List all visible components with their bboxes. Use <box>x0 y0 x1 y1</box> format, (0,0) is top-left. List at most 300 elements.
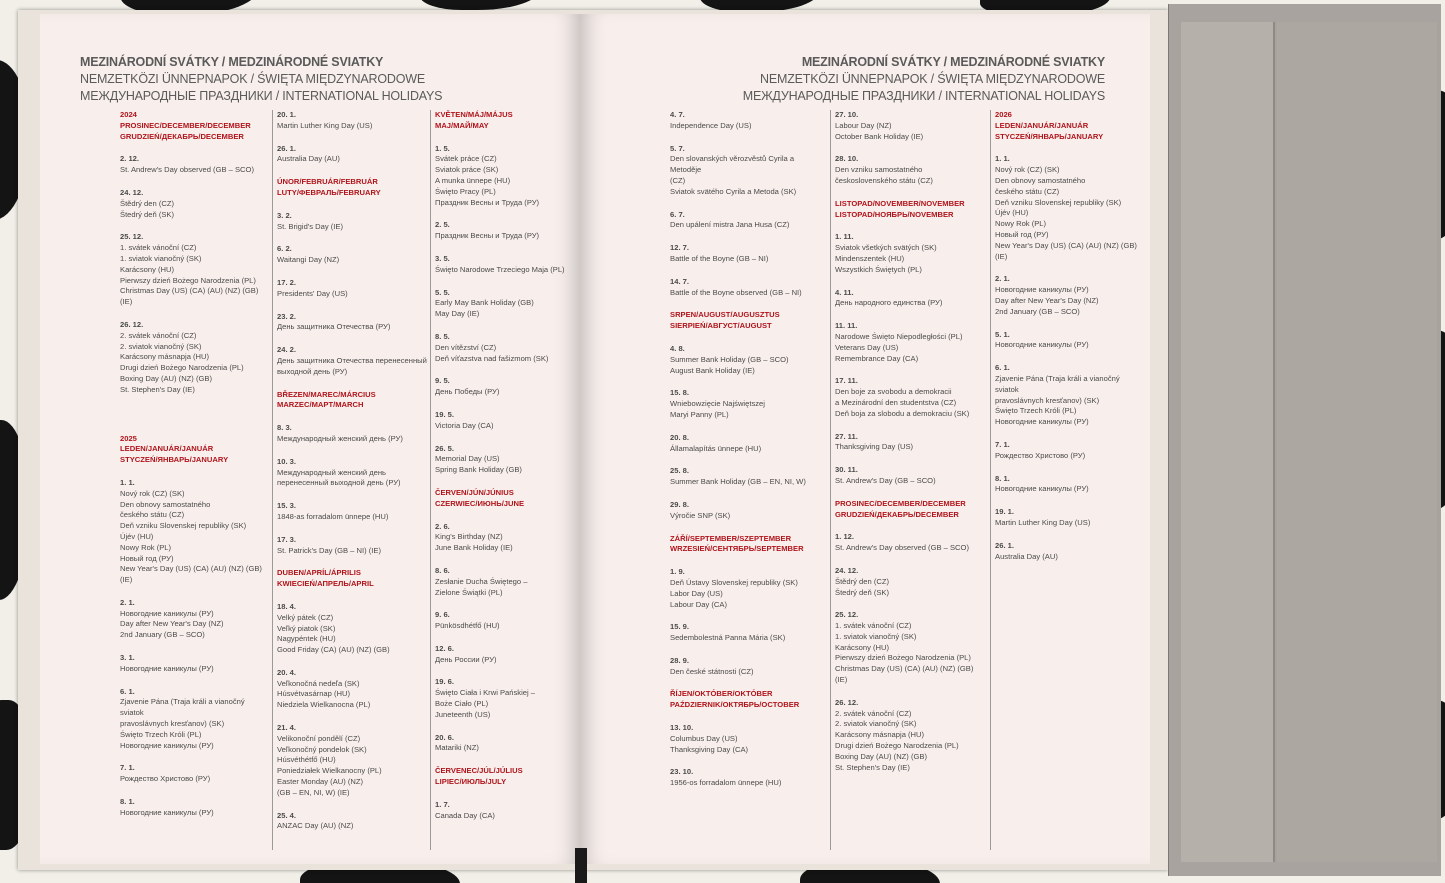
holiday-date: 12. 6. <box>435 643 454 653</box>
holiday-name: Nový rok (CZ) (SK) <box>120 488 185 498</box>
holiday-name: Święto Trzech Króli (PL) <box>995 406 1077 416</box>
holiday-date: 3. 1. <box>120 653 135 663</box>
holiday-column <box>272 110 427 850</box>
holiday-name: Matariki (NZ) <box>435 743 479 753</box>
month-header <box>670 689 820 711</box>
left-page <box>40 14 580 864</box>
holiday-entry <box>835 610 985 686</box>
holiday-date: 23. 2. <box>277 311 296 321</box>
holiday-name: Battle of the Boyne (GB – NI) <box>670 253 769 263</box>
holiday-name: Pünkösdhétfő (HU) <box>435 621 500 631</box>
holiday-date: 2. 1. <box>120 597 135 607</box>
holiday-entry <box>835 465 985 487</box>
month-header-line: LIPIEC/ИЮЛЬ/JULY <box>435 777 507 787</box>
month-header-line: STYCZEŃ/ЯНВАРЬ/JANUARY <box>995 131 1104 141</box>
holiday-name: Deň víťazstva nad fašizmom (SK) <box>435 353 549 363</box>
month-header <box>835 499 985 521</box>
holiday-entry <box>670 210 820 232</box>
holiday-entry <box>435 410 580 432</box>
holiday-date: 13. 10. <box>670 723 694 733</box>
holiday-entry <box>995 507 1145 529</box>
holiday-entry <box>670 110 820 132</box>
month-header <box>435 766 580 788</box>
holiday-entry <box>277 668 427 711</box>
holiday-name: Presidents' Day (US) <box>277 288 348 298</box>
holiday-entry <box>120 154 270 176</box>
holiday-entry <box>835 110 985 142</box>
flap-spine <box>1181 22 1275 862</box>
holiday-name: Mindenszentek (HU) <box>835 253 905 263</box>
holiday-name: Svátek práce (CZ) <box>435 154 497 164</box>
holiday-entry <box>435 144 580 209</box>
holiday-name: českého státu (CZ) <box>995 186 1060 196</box>
holiday-entry <box>670 433 820 455</box>
holiday-entry <box>277 110 427 132</box>
holiday-name: Święto Narodowe Trzeciego Maja (PL) <box>435 264 565 274</box>
holiday-date: 29. 8. <box>670 499 689 509</box>
month-header <box>120 434 270 466</box>
holiday-name: Karácsony (HU) <box>835 642 890 652</box>
holiday-name: Australia Day (AU) <box>995 551 1058 561</box>
holiday-name: Australia Day (AU) <box>277 154 340 164</box>
holiday-entry <box>995 541 1145 563</box>
holiday-name: (CZ) <box>670 175 686 185</box>
holiday-name: Новый год (РУ) <box>995 229 1049 239</box>
holiday-date: 8. 6. <box>435 565 450 575</box>
holiday-date: 30. 11. <box>835 465 858 475</box>
holiday-date: 3. 2. <box>277 210 292 220</box>
holiday-date: 27. 11. <box>835 431 858 441</box>
month-header-line: LEDEN/JANUÁR/JANUÁR <box>995 120 1089 130</box>
holiday-name: Zesłanie Ducha Świętego – <box>435 576 528 586</box>
holiday-name: День России (РУ) <box>435 654 497 664</box>
holiday-date: 5. 7. <box>670 143 685 153</box>
holiday-name: St. Patrick's Day (GB – NI) (IE) <box>277 545 381 555</box>
holiday-name: Államalapítás ünnepe (HU) <box>670 443 762 453</box>
holiday-date: 1. 7. <box>435 799 450 809</box>
holiday-name: Spring Bank Holiday (GB) <box>435 465 522 475</box>
holiday-name: Nagypéntek (HU) <box>277 634 336 644</box>
holiday-name: 2. svátek vánoční (CZ) <box>835 708 912 718</box>
holiday-date: 25. 12. <box>120 232 144 242</box>
holiday-name: Новогодние каникулы (РУ) <box>120 663 214 673</box>
holiday-name: Новогодние каникулы (РУ) <box>120 740 214 750</box>
month-header <box>670 534 820 556</box>
holiday-entry <box>435 522 580 554</box>
holiday-name: День Победы (РУ) <box>435 387 500 397</box>
heading-line-1: MEZINÁRODNÍ SVÁTKY / MEDZINÁRODNÉ SVIATKY <box>80 55 384 69</box>
holiday-name: Karácsony másnapja (HU) <box>835 730 925 740</box>
holiday-date: 20. 6. <box>435 732 454 742</box>
holiday-entry <box>670 723 820 755</box>
month-header <box>670 310 820 332</box>
month-header-line: PAŹDZIERNIK/ОКТЯБРЬ/OCTOBER <box>670 700 800 710</box>
holiday-name: День защитника Отечества перенесенный <box>277 355 427 365</box>
holiday-name: Новогодние каникулы (РУ) <box>995 417 1089 427</box>
holiday-entry <box>435 332 580 364</box>
month-header-line: ZÁŘÍ/SEPTEMBER/SZEPTEMBER <box>670 533 792 543</box>
holiday-date: 7. 1. <box>120 763 135 773</box>
holiday-date: 1. 12. <box>835 532 854 542</box>
holiday-entry <box>277 457 427 489</box>
holiday-name: Nowy Rok (PL) <box>120 542 172 552</box>
holiday-name: 2. svátek vánoční (CZ) <box>120 330 197 340</box>
holiday-name: перенесенный выходной день (РУ) <box>277 478 401 488</box>
holiday-name: Den vítězství (CZ) <box>435 342 497 352</box>
holiday-entry <box>120 687 270 752</box>
holiday-name: 2. sviatok vianočný (SK) <box>120 341 202 351</box>
holiday-name: August Bank Holiday (IE) <box>670 365 755 375</box>
holiday-name: New Year's Day (US) (CA) (AU) (NZ) (GB) (IE) <box>120 564 262 585</box>
holiday-name: a Mezinárodní den studentstva (CZ) <box>835 397 957 407</box>
holiday-entry <box>435 733 580 755</box>
holiday-date: 1. 11. <box>835 232 854 242</box>
holiday-name: Easter Monday (AU) (NZ) <box>277 777 364 787</box>
holiday-name: Den upálení mistra Jana Husa (CZ) <box>670 220 790 230</box>
holiday-entry <box>435 644 580 666</box>
holiday-date: 1. 5. <box>435 143 450 153</box>
holiday-date: 1. 1. <box>995 154 1010 164</box>
holiday-entry <box>995 154 1145 262</box>
holiday-date: 17. 3. <box>277 534 296 544</box>
holiday-name: Новогодние каникулы (РУ) <box>995 285 1089 295</box>
month-header-line: PROSINEC/DECEMBER/DECEMBER <box>120 120 251 130</box>
holiday-entry <box>277 723 427 799</box>
month-header-line: 2024 <box>120 110 137 119</box>
holiday-date: 28. 10. <box>835 154 859 164</box>
holiday-entry <box>277 501 427 523</box>
holiday-name: Good Friday (CA) (AU) (NZ) (GB) <box>277 645 390 655</box>
holiday-name: Sviatok všetkých svätých (SK) <box>835 243 937 253</box>
holiday-entry <box>277 278 427 300</box>
holiday-name: Labour Day (NZ) <box>835 120 892 130</box>
holiday-entry <box>670 767 820 789</box>
holiday-name: St. Andrew's Day (GB – SCO) <box>835 475 936 485</box>
holiday-entry <box>435 376 580 398</box>
month-header <box>995 110 1145 142</box>
holiday-entry <box>435 566 580 598</box>
holiday-entry <box>835 566 985 598</box>
holiday-name: Labor Day (US) <box>670 588 723 598</box>
holiday-date: 8. 3. <box>277 423 292 433</box>
holiday-column <box>120 110 270 831</box>
holiday-date: 18. 4. <box>277 601 296 611</box>
holiday-entry <box>120 478 270 586</box>
holiday-date: 17. 2. <box>277 277 296 287</box>
holiday-entry <box>435 800 580 822</box>
holiday-name: Boxing Day (AU) (NZ) (GB) <box>120 373 212 383</box>
month-header-line: LISTOPAD/НОЯБРЬ/NOVEMBER <box>835 209 954 219</box>
holiday-entry <box>670 144 820 198</box>
holiday-date: 2. 12. <box>120 154 139 164</box>
holiday-date: 26. 12. <box>120 319 144 329</box>
holiday-entry <box>435 220 580 242</box>
holiday-name: Summer Bank Holiday (GB – EN, NI, W) <box>670 477 806 487</box>
month-header-line: STYCZEŃ/ЯНВАРЬ/JANUARY <box>120 455 229 465</box>
holiday-name: Pierwszy dzień Bożego Narodzenia (PL) <box>835 653 971 663</box>
holiday-name: Columbus Day (US) <box>670 733 738 743</box>
holiday-date: 8. 5. <box>435 331 450 341</box>
holiday-date: 15. 3. <box>277 501 296 511</box>
month-header-line: ŘÍJEN/OKTÓBER/OKTÓBER <box>670 689 773 699</box>
holiday-entry <box>670 243 820 265</box>
holiday-date: 2. 6. <box>435 521 450 531</box>
holiday-date: 28. 9. <box>670 655 689 665</box>
holiday-name: 2nd January (GB – SCO) <box>120 630 205 640</box>
closure-flap[interactable] <box>1168 4 1441 876</box>
holiday-name: pravoslávnych kresťanov) (SK) <box>120 719 225 729</box>
holiday-entry <box>995 363 1145 428</box>
holiday-name: Victoria Day (CA) <box>435 420 494 430</box>
holiday-entry <box>277 423 427 445</box>
month-header-line: DUBEN/APRÍL/ÁPRILIS <box>277 568 361 578</box>
holiday-date: 23. 10. <box>670 767 694 777</box>
holiday-name: (GB – EN, NI, W) (IE) <box>277 787 350 797</box>
holiday-column <box>670 110 820 801</box>
month-header-line: GRUDZIEŃ/ДЕКАБРЬ/DECEMBER <box>835 509 959 519</box>
holiday-date: 9. 6. <box>435 610 450 620</box>
holiday-date: 19. 1. <box>995 507 1014 517</box>
holiday-entry <box>670 466 820 488</box>
holiday-date: 27. 10. <box>835 110 859 119</box>
holiday-date: 2. 5. <box>435 220 450 230</box>
month-header-line: WRZESIEŃ/СЕНТЯБРЬ/SEPTEMBER <box>670 544 804 554</box>
holiday-date: 6. 2. <box>277 244 292 254</box>
month-header <box>277 177 427 199</box>
holiday-date: 15. 9. <box>670 622 689 632</box>
month-header <box>277 390 427 412</box>
holiday-date: 15. 8. <box>670 388 689 398</box>
holiday-name: Zjavenie Pána (Traja králi a vianočný sviatok <box>995 373 1120 394</box>
holiday-entry <box>670 567 820 610</box>
holiday-name: выходной день (РУ) <box>277 366 348 376</box>
month-header-line: MAJ/МАЙ/MAY <box>435 120 489 130</box>
holiday-name: Újév (HU) <box>120 531 154 541</box>
holiday-date: 6. 7. <box>670 209 685 219</box>
holiday-name: St. Andrew's Day observed (GB – SCO) <box>120 165 254 175</box>
bookmark-ribbon[interactable] <box>575 848 587 883</box>
holiday-name: Štědrý den (CZ) <box>120 198 175 208</box>
holiday-name: Day after New Year's Day (NZ) <box>995 295 1099 305</box>
holiday-name: Deň vzniku Slovenskej republiky (SK) <box>995 197 1122 207</box>
holiday-date: 1. 9. <box>670 567 685 577</box>
holiday-date: 4. 8. <box>670 343 685 353</box>
holiday-name: Veľkonočná nedeľa (SK) <box>277 678 360 688</box>
month-header-line: GRUDZIEŃ/ДЕКАБРЬ/DECEMBER <box>120 131 244 141</box>
holiday-name: Výročie SNP (SK) <box>670 510 731 520</box>
holiday-name: New Year's Day (US) (CA) (AU) (NZ) (GB) (IE) <box>995 240 1137 261</box>
holiday-name: Sviatok svätého Cyrila a Metoda (SK) <box>670 186 797 196</box>
holiday-name: Международный женский день (РУ) <box>277 433 403 443</box>
holiday-date: 11. 11. <box>835 321 858 331</box>
holiday-name: 2. sviatok vianočný (SK) <box>835 719 917 729</box>
holiday-name: Den české státnosti (CZ) <box>670 666 754 676</box>
holiday-name: Nový rok (CZ) (SK) <box>995 165 1060 175</box>
holiday-name: Рождество Христово (РУ) <box>120 774 211 784</box>
holiday-name: 1. svátek vánoční (CZ) <box>835 621 912 631</box>
holiday-name: československého státu (CZ) <box>835 175 933 185</box>
month-header-line: LUTY/ФЕВРАЛЬ/FEBRUARY <box>277 187 381 197</box>
holiday-date: 25. 8. <box>670 466 689 476</box>
holiday-entry <box>835 376 985 419</box>
holiday-entry <box>277 535 427 557</box>
holiday-name: Veľkonočný pondelok (SK) <box>277 744 367 754</box>
month-header-line: ČERVEN/JÚN/JÚNIUS <box>435 487 514 497</box>
holiday-entry <box>120 763 270 785</box>
holiday-name: 1848-as forradalom ünnepe (HU) <box>277 511 389 521</box>
holiday-name: Labour Day (CA) <box>670 599 727 609</box>
holiday-date: 20. 1. <box>277 110 296 119</box>
month-header-line: LEDEN/JANUÁR/JANUÁR <box>120 444 214 454</box>
month-header-line: LISTOPAD/NOVEMBER/NOVEMBER <box>835 198 965 208</box>
holiday-name: 2nd January (GB – SCO) <box>995 306 1080 316</box>
holiday-name: Новогодние каникулы (РУ) <box>120 807 214 817</box>
holiday-name: День защитника Отечества (РУ) <box>277 322 391 332</box>
holiday-entry <box>835 321 985 364</box>
right-page <box>580 14 1150 864</box>
holiday-name: Húsvétvasárnap (HU) <box>277 689 351 699</box>
holiday-date: 1. 1. <box>120 477 135 487</box>
heading-line-1: MEZINÁRODNÍ SVÁTKY / MEDZINÁRODNÉ SVIATKY <box>801 55 1105 69</box>
holiday-name: Day after New Year's Day (NZ) <box>120 619 224 629</box>
holiday-name: Poniedziałek Wielkanocny (PL) <box>277 766 382 776</box>
holiday-entry <box>670 388 820 420</box>
holiday-name: Štedrý deň (SK) <box>835 587 890 597</box>
holiday-date: 24. 12. <box>835 565 859 575</box>
holiday-entry <box>835 432 985 454</box>
holiday-name: Новогодние каникулы (РУ) <box>995 340 1089 350</box>
holiday-name: Waitangi Day (NZ) <box>277 255 340 265</box>
holiday-entry <box>435 288 580 320</box>
holiday-entry <box>835 698 985 774</box>
holiday-date: 20. 4. <box>277 667 296 677</box>
holiday-name: Canada Day (CA) <box>435 810 495 820</box>
holiday-date: 20. 8. <box>670 432 689 442</box>
holiday-name: Sedembolestná Panna Mária (SK) <box>670 633 786 643</box>
holiday-name: Zjavenie Pána (Traja králi a vianočný sviatok <box>120 697 245 718</box>
holiday-date: 8. 1. <box>995 473 1010 483</box>
month-header-line: SRPEN/AUGUST/AUGUSZTUS <box>670 310 780 320</box>
heading-line-2: NEMZETKÖZI ÜNNEPNAPOK / ŚWIĘTA MIĘDZYNARODOWE <box>80 72 425 86</box>
holiday-name: Štedrý deň (SK) <box>120 209 175 219</box>
holiday-name: 1. sviatok vianočný (SK) <box>835 631 917 641</box>
month-header-line: SIERPIEŃ/АВГУСТ/AUGUST <box>670 321 772 331</box>
holiday-name: Wniebowzięcie Najświętszej <box>670 399 765 409</box>
holiday-date: 2. 1. <box>995 274 1010 284</box>
holiday-name: Drugi dzień Bożego Narodzenia (PL) <box>120 363 244 373</box>
holiday-name: Deň boja za slobodu a demokraciu (SK) <box>835 408 970 418</box>
month-header <box>277 568 427 590</box>
holiday-name: Święto Pracy (PL) <box>435 186 496 196</box>
holiday-date: 25. 12. <box>835 610 859 620</box>
holiday-name: Independence Day (US) <box>670 120 752 130</box>
holiday-name: Новый год (РУ) <box>120 553 174 563</box>
holiday-date: 14. 7. <box>670 276 689 286</box>
holiday-name: Święto Ciała i Krwi Pańskiej – <box>435 688 536 698</box>
holiday-date: 9. 5. <box>435 376 450 386</box>
holiday-name: Zielone Świątki (PL) <box>435 587 503 597</box>
holiday-name: Martin Luther King Day (US) <box>995 517 1091 527</box>
holiday-entry <box>995 330 1145 352</box>
holiday-entry <box>835 232 985 275</box>
holiday-entry <box>120 188 270 220</box>
holiday-name: October Bank Holiday (IE) <box>835 131 924 141</box>
holiday-entry <box>277 244 427 266</box>
holiday-date: 8. 1. <box>120 797 135 807</box>
holiday-name: českého státu (CZ) <box>120 510 185 520</box>
holiday-name: Deň vzniku Slovenskej republiky (SK) <box>120 521 247 531</box>
holiday-entry <box>277 144 427 166</box>
holiday-name: Den obnovy samostatného <box>995 175 1086 185</box>
page-heading-right <box>743 54 1105 105</box>
holiday-name: Húsvéthétfő (HU) <box>277 755 336 765</box>
holiday-name: Christmas Day (US) (CA) (AU) (NZ) (GB) (IE) <box>835 664 974 685</box>
holiday-date: 26. 5. <box>435 443 454 453</box>
holiday-name: Karácsony másnapja (HU) <box>120 352 210 362</box>
holiday-name: Wszystkich Świętych (PL) <box>835 264 922 274</box>
holiday-entry <box>120 598 270 641</box>
holiday-date: 19. 6. <box>435 677 454 687</box>
holiday-name: День народного единства (РУ) <box>835 298 943 308</box>
holiday-name: 1. svátek vánoční (CZ) <box>120 243 197 253</box>
month-header <box>435 110 580 132</box>
holiday-name: Remembrance Day (CA) <box>835 353 919 363</box>
holiday-date: 26. 12. <box>835 697 859 707</box>
section-gap <box>120 408 270 434</box>
month-header <box>835 199 985 221</box>
holiday-name: A munka ünnepe (HU) <box>435 175 511 185</box>
month-header-line: KVĚTEN/MÁJ/MÁJUS <box>435 110 513 119</box>
month-header <box>435 488 580 510</box>
holiday-name: Maryi Panny (PL) <box>670 409 729 419</box>
holiday-name: Thanksgiving Day (US) <box>835 442 914 452</box>
holiday-name: Summer Bank Holiday (GB – SCO) <box>670 354 789 364</box>
holiday-entry <box>670 277 820 299</box>
holiday-date: 3. 5. <box>435 253 450 263</box>
holiday-name: Štědrý den (CZ) <box>835 576 890 586</box>
month-header <box>120 110 270 142</box>
holiday-entry <box>277 602 427 656</box>
holiday-name: Christmas Day (US) (CA) (AU) (NZ) (GB) (IE) <box>120 286 259 307</box>
holiday-entry <box>120 653 270 675</box>
holiday-entry <box>670 344 820 376</box>
month-header-line: 2026 <box>995 110 1012 119</box>
holiday-entry <box>435 444 580 476</box>
holiday-name: June Bank Holiday (IE) <box>435 543 513 553</box>
holiday-name: Juneteenth (US) <box>435 709 491 719</box>
month-header-line: 2025 <box>120 433 137 443</box>
holiday-date: 26. 1. <box>277 143 296 153</box>
holiday-entry <box>277 211 427 233</box>
holiday-name: 1. sviatok vianočný (SK) <box>120 253 202 263</box>
holiday-name: Karácsony (HU) <box>120 264 175 274</box>
month-header-line: ČERVENEC/JÚL/JÚLIUS <box>435 766 523 776</box>
holiday-name: Drugi dzień Bożego Narodzenia (PL) <box>835 741 959 751</box>
holiday-entry <box>995 474 1145 496</box>
holiday-entry <box>435 254 580 276</box>
holiday-name: Boże Ciało (PL) <box>435 699 489 709</box>
holiday-entry <box>120 320 270 396</box>
holiday-entry <box>670 622 820 644</box>
holiday-date: 4. 7. <box>670 110 685 119</box>
holiday-name: Velký pátek (CZ) <box>277 612 334 622</box>
holiday-name: Den slovanských věrozvěstů Cyrila a Metoděje <box>670 154 795 175</box>
month-header-line: ÚNOR/FEBRUÁR/FEBRUÁR <box>277 177 378 187</box>
holiday-name: Праздник Весны и Труда (РУ) <box>435 231 540 241</box>
holiday-entry <box>435 677 580 720</box>
holiday-name: Праздник Весны и Труда (РУ) <box>435 197 540 207</box>
holiday-name: Pierwszy dzień Bożego Narodzenia (PL) <box>120 275 256 285</box>
